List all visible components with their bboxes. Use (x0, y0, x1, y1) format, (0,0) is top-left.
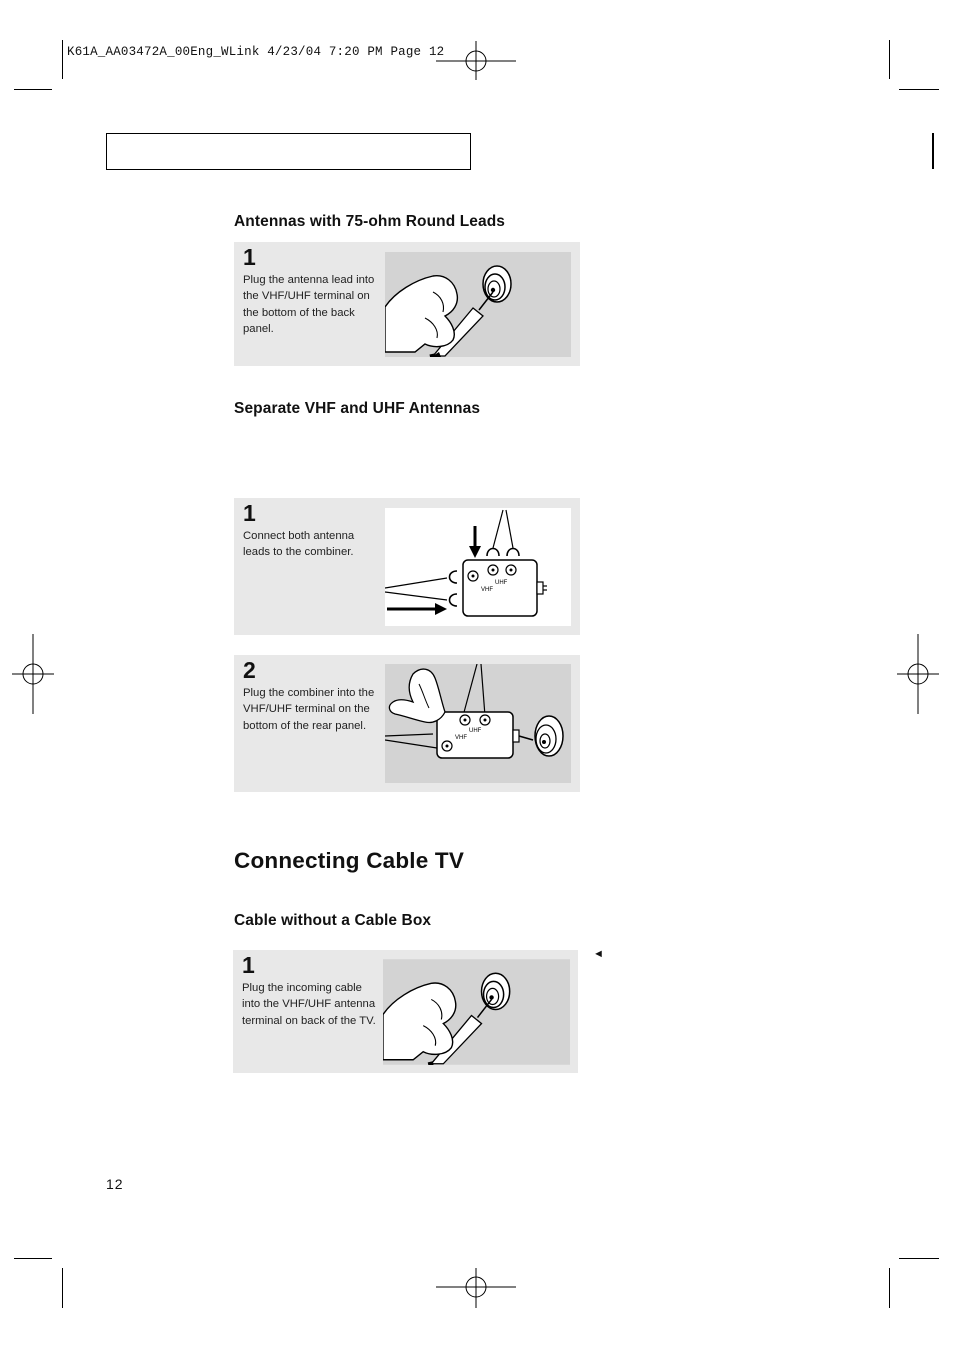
registration-target-right (897, 634, 939, 714)
step-text: Plug the combiner into the VHF/UHF terminal on the bottom of the rear panel. (243, 687, 375, 732)
registration-target-bottom (436, 1268, 516, 1310)
step-number: 2 (243, 657, 256, 683)
registration-target-left (12, 634, 54, 714)
chapter-header-box (106, 133, 471, 170)
step-text: Plug the antenna lead into the VHF/UHF terminal on the bottom of the back panel. (243, 274, 375, 335)
registration-target-top (436, 38, 516, 80)
step-number: 1 (243, 500, 256, 526)
combiner-connection-illustration (385, 508, 571, 626)
uhf-label: UHF (495, 580, 508, 586)
step-panel-separate-1 (234, 498, 580, 635)
step-number: 1 (242, 952, 255, 978)
step-panel-cable-1 (233, 950, 578, 1073)
hand-plug-cable-illustration (383, 959, 570, 1065)
step-text: Connect both antenna leads to the combiner. (243, 530, 355, 559)
continuation-arrow-icon: ◄ (593, 948, 604, 960)
print-slug: K61A_AA03472A_00Eng_WLink 4/23/04 7:20 PM Page 12 (67, 45, 445, 59)
step-panel-round-1 (234, 242, 580, 366)
hand-plug-antenna-illustration (385, 252, 571, 357)
combiner-to-terminal-illustration (385, 664, 571, 783)
uhf-label: UHF (469, 728, 482, 734)
title-connecting-cable-tv: Connecting Cable TV (234, 848, 465, 873)
step-number: 1 (243, 244, 256, 270)
vhf-label: VHF (455, 735, 467, 741)
step-text: Plug the incoming cable into the VHF/UHF antenna terminal on back of the TV. (242, 982, 376, 1027)
heading-cable-without-box: Cable without a Cable Box (234, 912, 432, 929)
step-panel-separate-2 (234, 655, 580, 792)
vhf-label: VHF (481, 587, 493, 593)
page-number: 12 (106, 1176, 124, 1192)
heading-separate-antennas: Separate VHF and UHF Antennas (234, 400, 481, 417)
heading-round-leads: Antennas with 75-ohm Round Leads (234, 213, 506, 230)
